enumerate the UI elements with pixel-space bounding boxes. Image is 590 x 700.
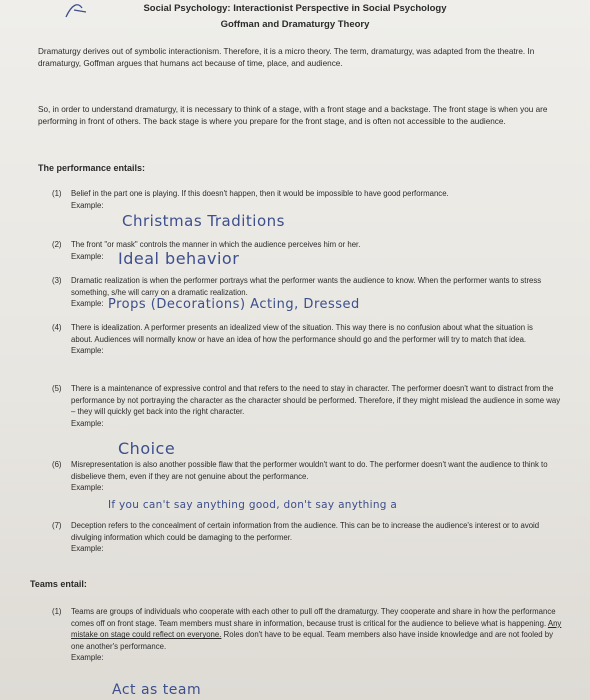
document-subtitle: Goffman and Dramaturgy Theory: [220, 19, 370, 30]
example-label: Example:: [71, 653, 104, 663]
intro-paragraph-2: So, in order to understand dramaturgy, it is necessary to think of a stage, with a front stage and a backstage. The front stage is when you are performing in front of others. The back stage is where you prepare for the front stage, and is often not accessible to the audience.: [38, 105, 548, 126]
item-text: Deception refers to the concealment of certain information from the audience. This can be to increase the audience's interest or to avoid divulging information which could be damaging to the performer.: [71, 521, 540, 542]
performance-item-1: [52, 188, 482, 211]
item-number: (2): [52, 240, 62, 249]
item-text: Roles don't have to be equal. Team members also have inside knowledge and are not fooled by one another's performance.: [71, 630, 554, 651]
item-number: (4): [52, 323, 62, 332]
item-number: (1): [52, 607, 62, 616]
item-text: Belief in the part one is playing. If this doesn't happen, then it would be impossible to have good performance.: [71, 189, 449, 198]
example-label: Example:: [71, 544, 104, 554]
item-text: Dramatic realization is when the performer portrays what the performer wants the audience to know. When the performer wants to stress something, s/he will carry on a dramatic realization.: [71, 276, 542, 297]
item-number: (7): [52, 521, 62, 530]
item-number: (6): [52, 460, 62, 469]
handwritten-answer: Christmas Traditions: [122, 212, 285, 230]
performance-item-4: [52, 322, 552, 357]
handwritten-answer: Props (Decorations) Acting, Dressed: [108, 297, 360, 312]
teams-item-1: [52, 606, 562, 664]
example-label: Example:: [71, 200, 104, 210]
performance-heading: The performance entails:: [38, 163, 146, 173]
example-label: Example:: [71, 418, 104, 428]
example-label: Example:: [71, 483, 104, 493]
performance-item-7: [52, 520, 562, 555]
handwritten-answer: Ideal behavior: [118, 249, 240, 268]
item-text: Misrepresentation is also another possible flaw that the performer wouldn't want to do. The performer doesn't want the audience to think to disbelieve them, even if they are not genuine about the performance.: [71, 460, 548, 481]
item-number: (5): [52, 384, 62, 393]
handwritten-answer: Choice: [118, 439, 176, 458]
item-text-underlined: Any mistake on stage could reflect on everyone.: [71, 618, 562, 640]
intro-paragraph-1: Dramaturgy derives out of symbolic interactionism. Therefore, it is a micro theory. The term, dramaturgy, was adapted from the theatre. In dramaturgy, Goffman argues that humans act because of time, place, and audience.: [38, 47, 535, 68]
item-text: Teams are groups of individuals who cooperate with each other to pull off the dramaturgy. They cooperate and share in how the performance comes off on front stage. Team members must share in information, because trust is critical for the audience to believe what is happening.: [71, 607, 556, 628]
item-text: There is idealization. A performer presents an idealized view of the situation. This way there is no confusion about what the situation is about. Audiences will normally know or have an idea of how the performance should go and the performer will try to match that idea.: [71, 323, 533, 344]
item-text: There is a maintenance of expressive control and that refers to the need to stay in character. The performer doesn't want to distract from the performance by not portraying the character as the character should be performed. Therefore, if they might mislead the audience in some way – they will quickly get back into the right character.: [71, 384, 561, 417]
performance-item-5: [52, 383, 562, 429]
example-label: Example:: [71, 299, 104, 309]
handwritten-answer: If you can't say anything good, don't say anything a: [108, 499, 398, 511]
document-title: Social Psychology: Interactionist Perspective in Social Psychology: [143, 3, 447, 14]
item-number: (3): [52, 276, 62, 285]
handwritten-answer: Act as team: [112, 682, 202, 698]
item-text: The front "or mask" controls the manner in which the audience perceives him or her.: [71, 240, 361, 249]
performance-item-6: [52, 459, 562, 494]
item-number: (1): [52, 189, 62, 198]
example-label: Example:: [71, 251, 104, 261]
example-label: Example:: [71, 346, 104, 356]
teams-heading: Teams entail:: [30, 579, 87, 589]
